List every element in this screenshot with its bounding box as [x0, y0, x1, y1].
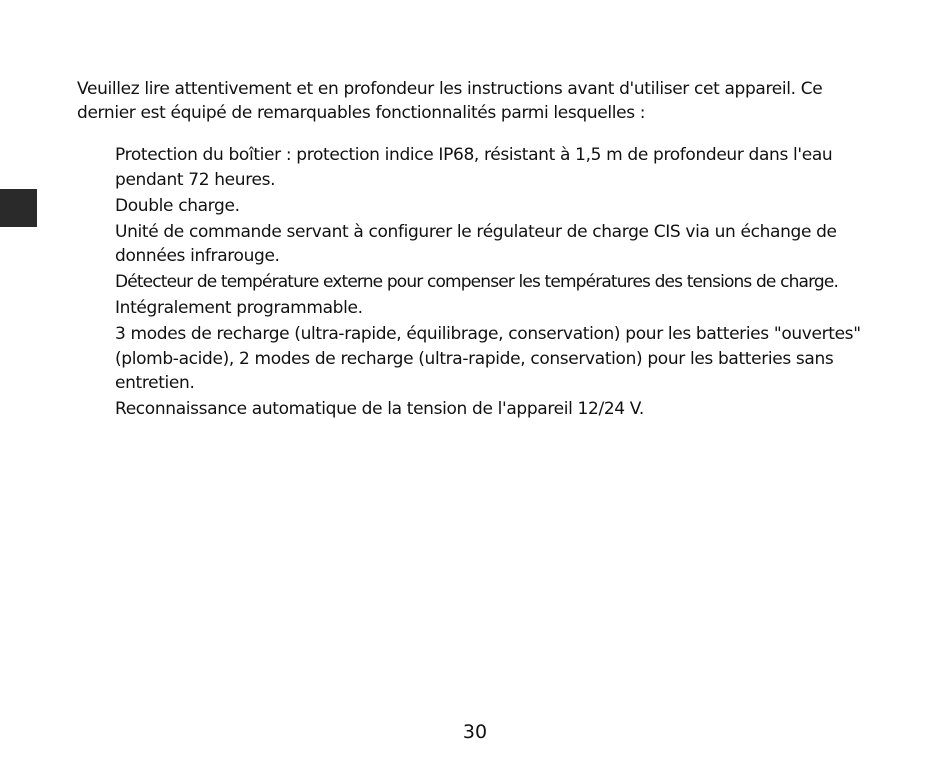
feature-item-charge-modes: 3 modes de recharge (ultra-rapide, équilibrage, conservation) pour les batteries "ouvertes" (plomb-acide), 2 modes de recharge (ultra-rapide, conservation) pour les batteries sans entretien.	[115, 324, 861, 393]
feature-item-double-charge: Double charge.	[115, 195, 240, 216]
feature-item-temperature-sensor: Détecteur de température externe pour compenser les températures des tensions de charge.	[115, 272, 839, 292]
feature-item-voltage-recognition: Reconnaissance automatique de la tension de l'appareil 12/24 V.	[115, 399, 644, 419]
page-number: 30	[462, 721, 488, 743]
feature-list	[115, 143, 885, 423]
intro-paragraph: Veuillez lire attentivement et en profondeur les instructions avant d'utiliser cet appareil. Ce dernier est équipé de remarquables fonctionnalités parmi lesquelles :	[77, 79, 823, 123]
feature-item-programmable: Intégralement programmable.	[115, 298, 363, 318]
feature-item-housing-protection: Protection du boîtier : protection indice IP68, résistant à 1,5 m de profondeur dans l'eau pendant 72 heures.	[115, 145, 833, 190]
feature-item-control-unit: Unité de commande servant à configurer le régulateur de charge CIS via un échange de données infrarouge.	[115, 221, 837, 266]
section-tab-marker	[0, 189, 37, 227]
